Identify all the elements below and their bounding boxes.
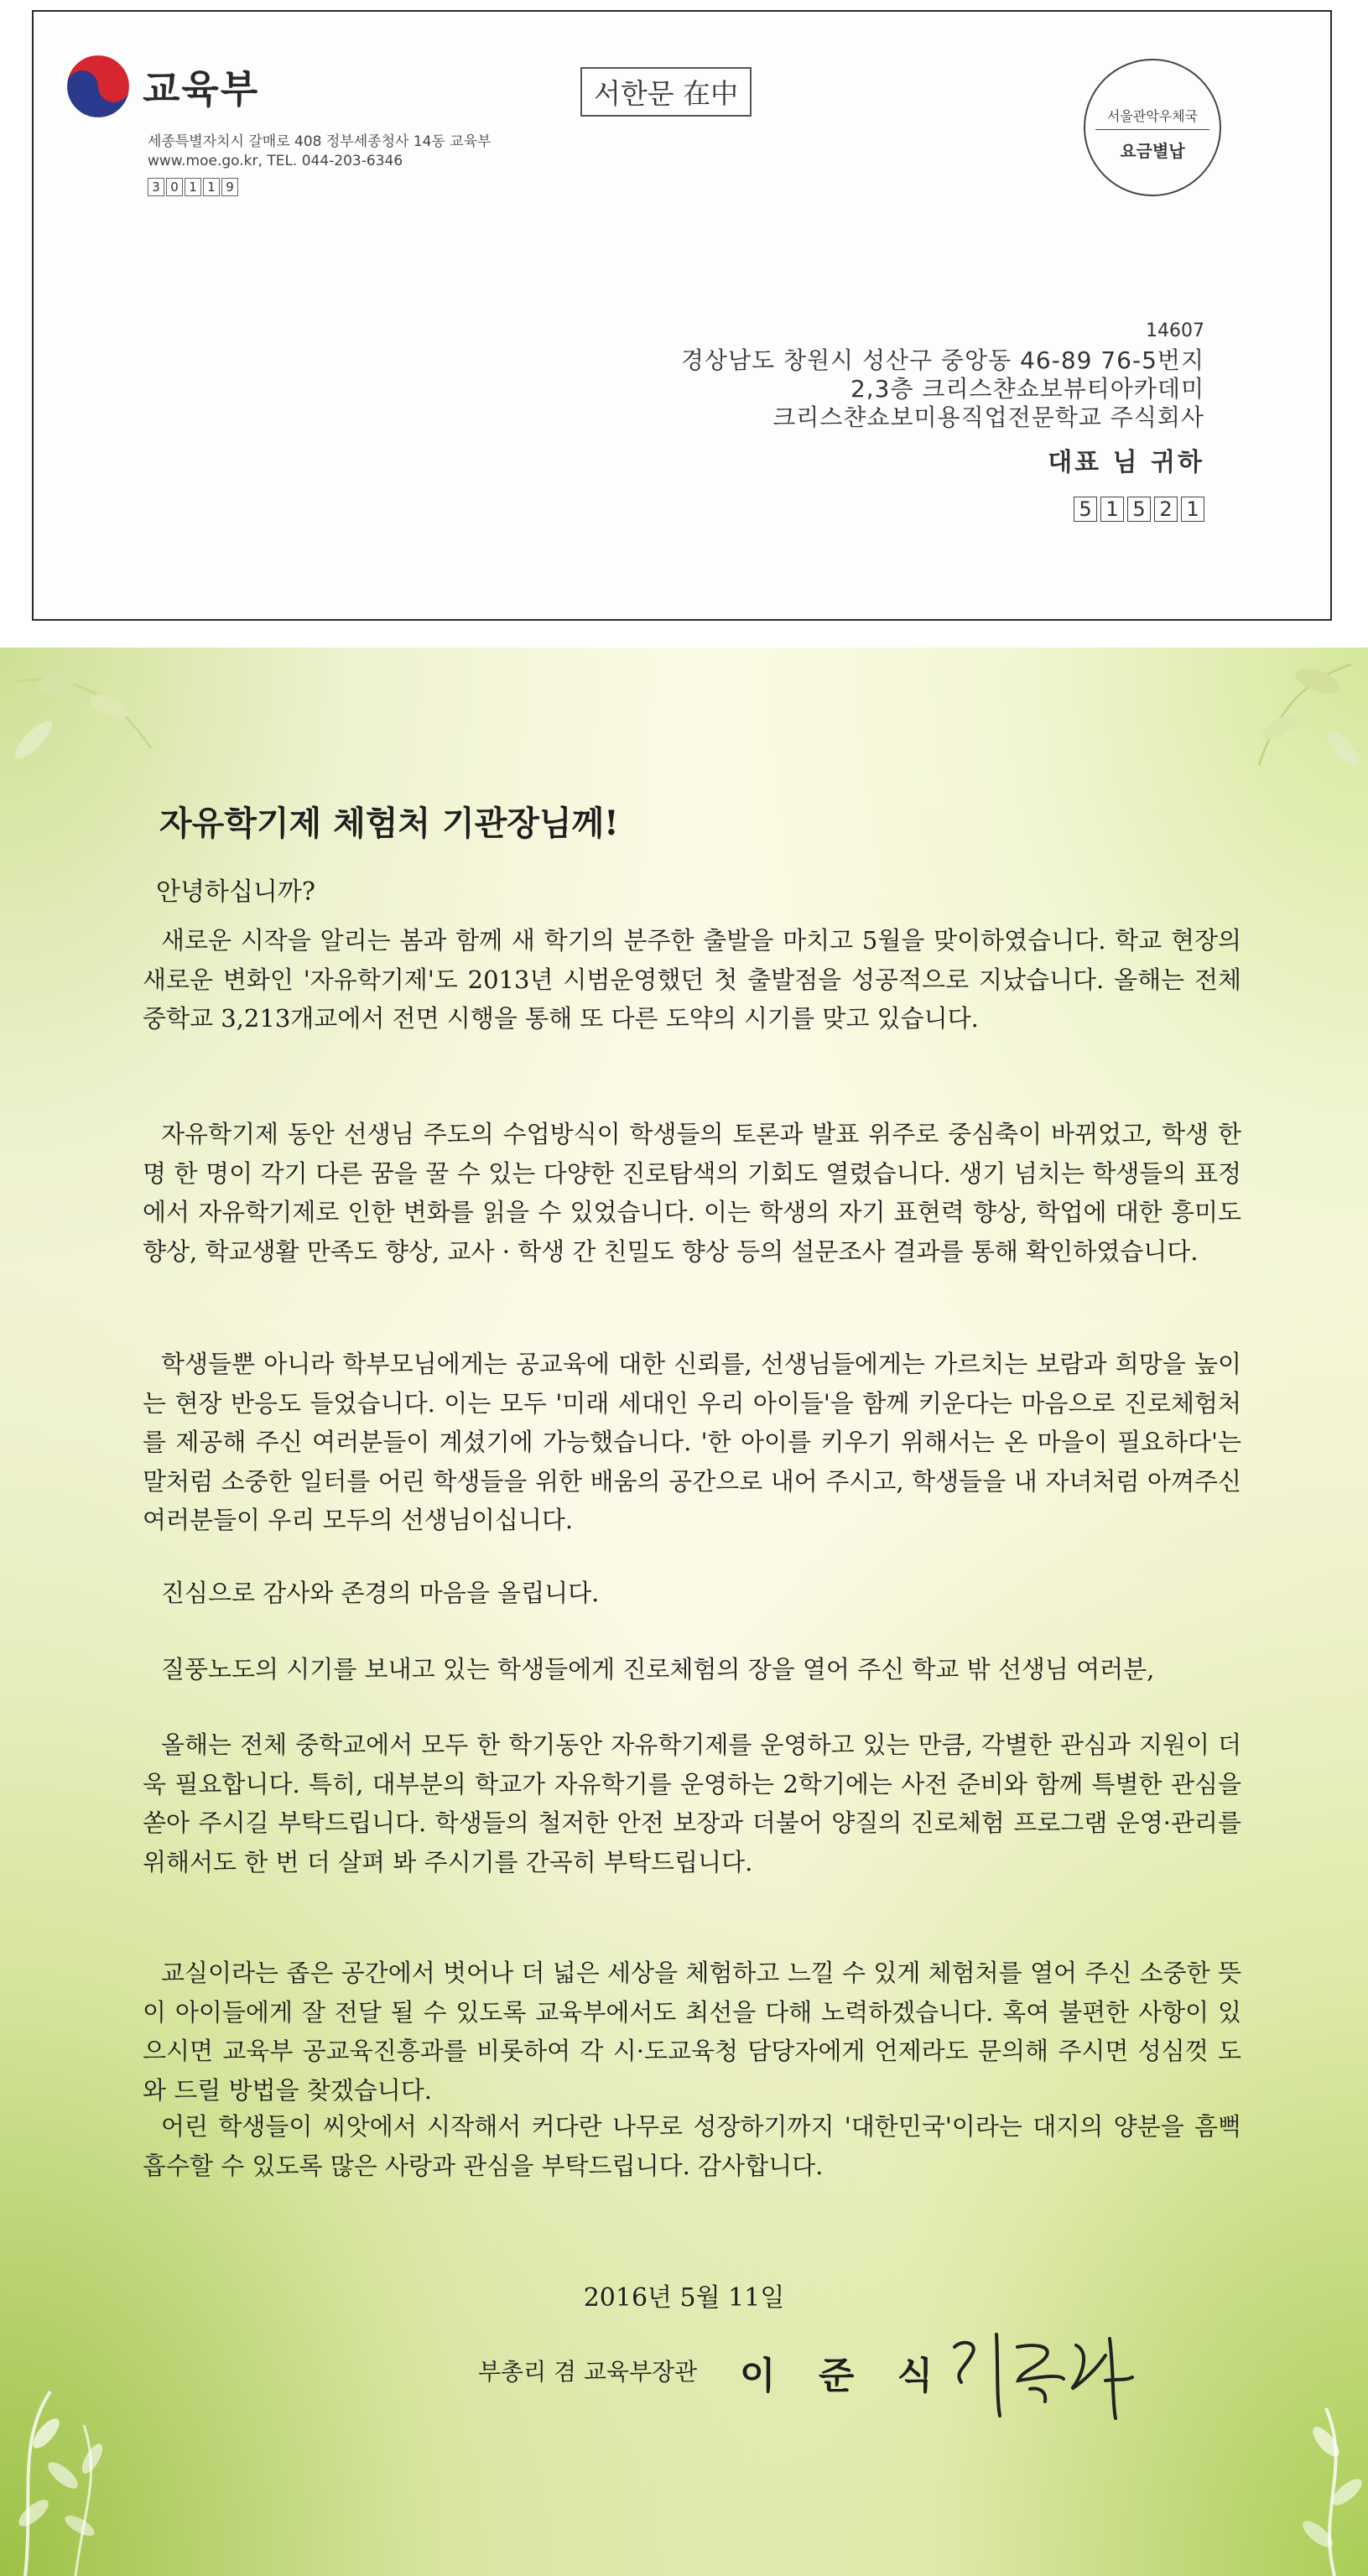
postal-digit: 5: [1127, 497, 1151, 522]
paragraph: 진심으로 감사와 존경의 마음을 올립니다.: [161, 1579, 600, 1607]
enclosure-label: 서한문 在中: [580, 67, 752, 117]
sender-address: 세종특별자치시 갈매로 408 정부세종청사 14동 교육부: [148, 133, 492, 150]
postal-digit: 9: [221, 178, 238, 196]
recipient-name: 대표 님 귀하: [1048, 448, 1204, 477]
ministry-name: 교육부: [143, 66, 260, 112]
envelope: [32, 10, 1332, 621]
leaf-decoration-icon: [1100, 648, 1368, 849]
handwritten-signature: [938, 2322, 1139, 2422]
postal-digit: 1: [203, 178, 220, 196]
sender-postal-code: [148, 178, 238, 196]
ministry-logo-icon: [64, 52, 133, 121]
paragraph: 질풍노도의 시기를 보내고 있는 학생들에게 진로체험의 장을 열어 주신 학교 밖 선생님 여러분,: [161, 1655, 1155, 1684]
postage-office: 서울관악우체국: [1106, 108, 1199, 124]
recipient-address-line-1: 경상남도 창원시 성산구 중앙동 46-89 76-5번지: [680, 346, 1204, 374]
paragraph: 교실이라는 좁은 공간에서 벗어나 더 넓은 세상을 체험하고 느낄 수 있게 체험처를 열어 주신 소중한 뜻이 아이들에게 잘 전달 될 수 있도록 교육부에서도 최선을 다해 노력하겠습니다. 혹여 불편한 사항이 있으시면 교육부 공교육진흥과를 비롯하여 각 시·도교육청 담당자에게 언제라도 문의해 주시면 성심껏 도와 드릴 방법을 찾겠습니다.: [143, 1959, 1241, 2105]
sender-contact: www.moe.go.kr, TEL. 044-203-6346: [148, 153, 403, 169]
signer-name: 이 준 식: [740, 2355, 949, 2397]
signer-title: 부총리 겸 교육부장관: [478, 2358, 698, 2386]
postal-digit: 1: [1100, 497, 1124, 522]
recipient-address-line-2: 2,3층 크리스챤쇼보뷰티아카데미: [850, 375, 1204, 403]
recipient-address-line-3: 크리스챤쇼보미용직업전문학교 주식회사: [772, 403, 1204, 431]
postal-digit: 2: [1154, 497, 1178, 522]
letter-date: 2016년 5월 11일: [583, 2283, 785, 2313]
letter: [0, 648, 1368, 2576]
postal-digit: 0: [166, 178, 183, 196]
letter-title: 자유학기제 체험처 기관장님께!: [159, 804, 619, 843]
recipient-postal-code: [1074, 497, 1204, 522]
greeting: 안녕하십니까?: [156, 877, 315, 907]
postage-stamp: [1084, 59, 1221, 196]
paragraph: 학생들뿐 아니라 학부모님에게는 공교육에 대한 신뢰를, 선생님들에게는 가르치는 보람과 희망을 높이는 현장 반응도 들었습니다. 이는 모두 '미래 세대인 우리 아이들'을 함께 키운다는 마음으로 진로체험처를 제공해 주신 여러분들이 계셨기에 가능했습니다. '한 아이를 키우기 위해서는 온 마을이 필요하다'는 말처럼 소중한 일터를 어린 학생들을 위한 배움의 공간으로 내어 주시고, 학생들을 내 자녀처럼 아껴주신 여러분들이 우리 모두의 선생님이십니다.: [143, 1350, 1241, 1534]
postage-divider: [1095, 129, 1209, 130]
postal-digit: 1: [185, 178, 201, 196]
paragraph: 새로운 시작을 알리는 봄과 함께 새 학기의 분주한 출발을 마치고 5월을 맞이하였습니다. 학교 현장의 새로운 변화인 '자유학기제'도 2013년 시범운영했던 첫 출발점을 성공적으로 지났습니다. 올해는 전체 중학교 3,213개교에서 전면 시행을 통해 또 다른 도약의 시기를 맞고 있습니다.: [143, 926, 1241, 1033]
postage-type: 요금별납: [1120, 141, 1185, 161]
recipient-zip: 14607: [1146, 320, 1204, 341]
postal-digit: 5: [1074, 497, 1097, 522]
paragraph: 자유학기제 동안 선생님 주도의 수업방식이 학생들의 토론과 발표 위주로 중심축이 바뀌었고, 학생 한 명 한 명이 각기 다른 꿈을 꿀 수 있는 다양한 진로탐색의 기회도 열렸습니다. 생기 넘치는 학생들의 표정에서 자유학기제로 인한 변화를 읽을 수 있었습니다. 이는 학생의 자기 표현력 향상, 학업에 대한 흥미도 향상, 학교생활 만족도 향상, 교사 · 학생 간 친밀도 향상 등의 설문조사 결과를 통해 확인하였습니다.: [143, 1120, 1241, 1266]
paragraph: 올해는 전체 중학교에서 모두 한 학기동안 자유학기제를 운영하고 있는 만큼, 각별한 관심과 지원이 더욱 필요합니다. 특히, 대부분의 학교가 자유학기를 운영하는 2학기에는 사전 준비와 함께 특별한 관심을 쏟아 주시길 부탁드립니다. 학생들의 철저한 안전 보장과 더불어 양질의 진로체험 프로그램 운영·관리를 위해서도 한 번 더 살펴 봐 주시기를 간곡히 부탁드립니다.: [143, 1730, 1241, 1876]
paragraph: 어린 학생들이 씨앗에서 시작해서 커다란 나무로 성장하기까지 '대한민국'이라는 대지의 양분을 흠뻑 흡수할 수 있도록 많은 사랑과 관심을 부탁드립니다. 감사합니다.: [143, 2112, 1241, 2180]
postal-digit: 3: [148, 178, 164, 196]
postal-digit: 1: [1181, 497, 1204, 522]
